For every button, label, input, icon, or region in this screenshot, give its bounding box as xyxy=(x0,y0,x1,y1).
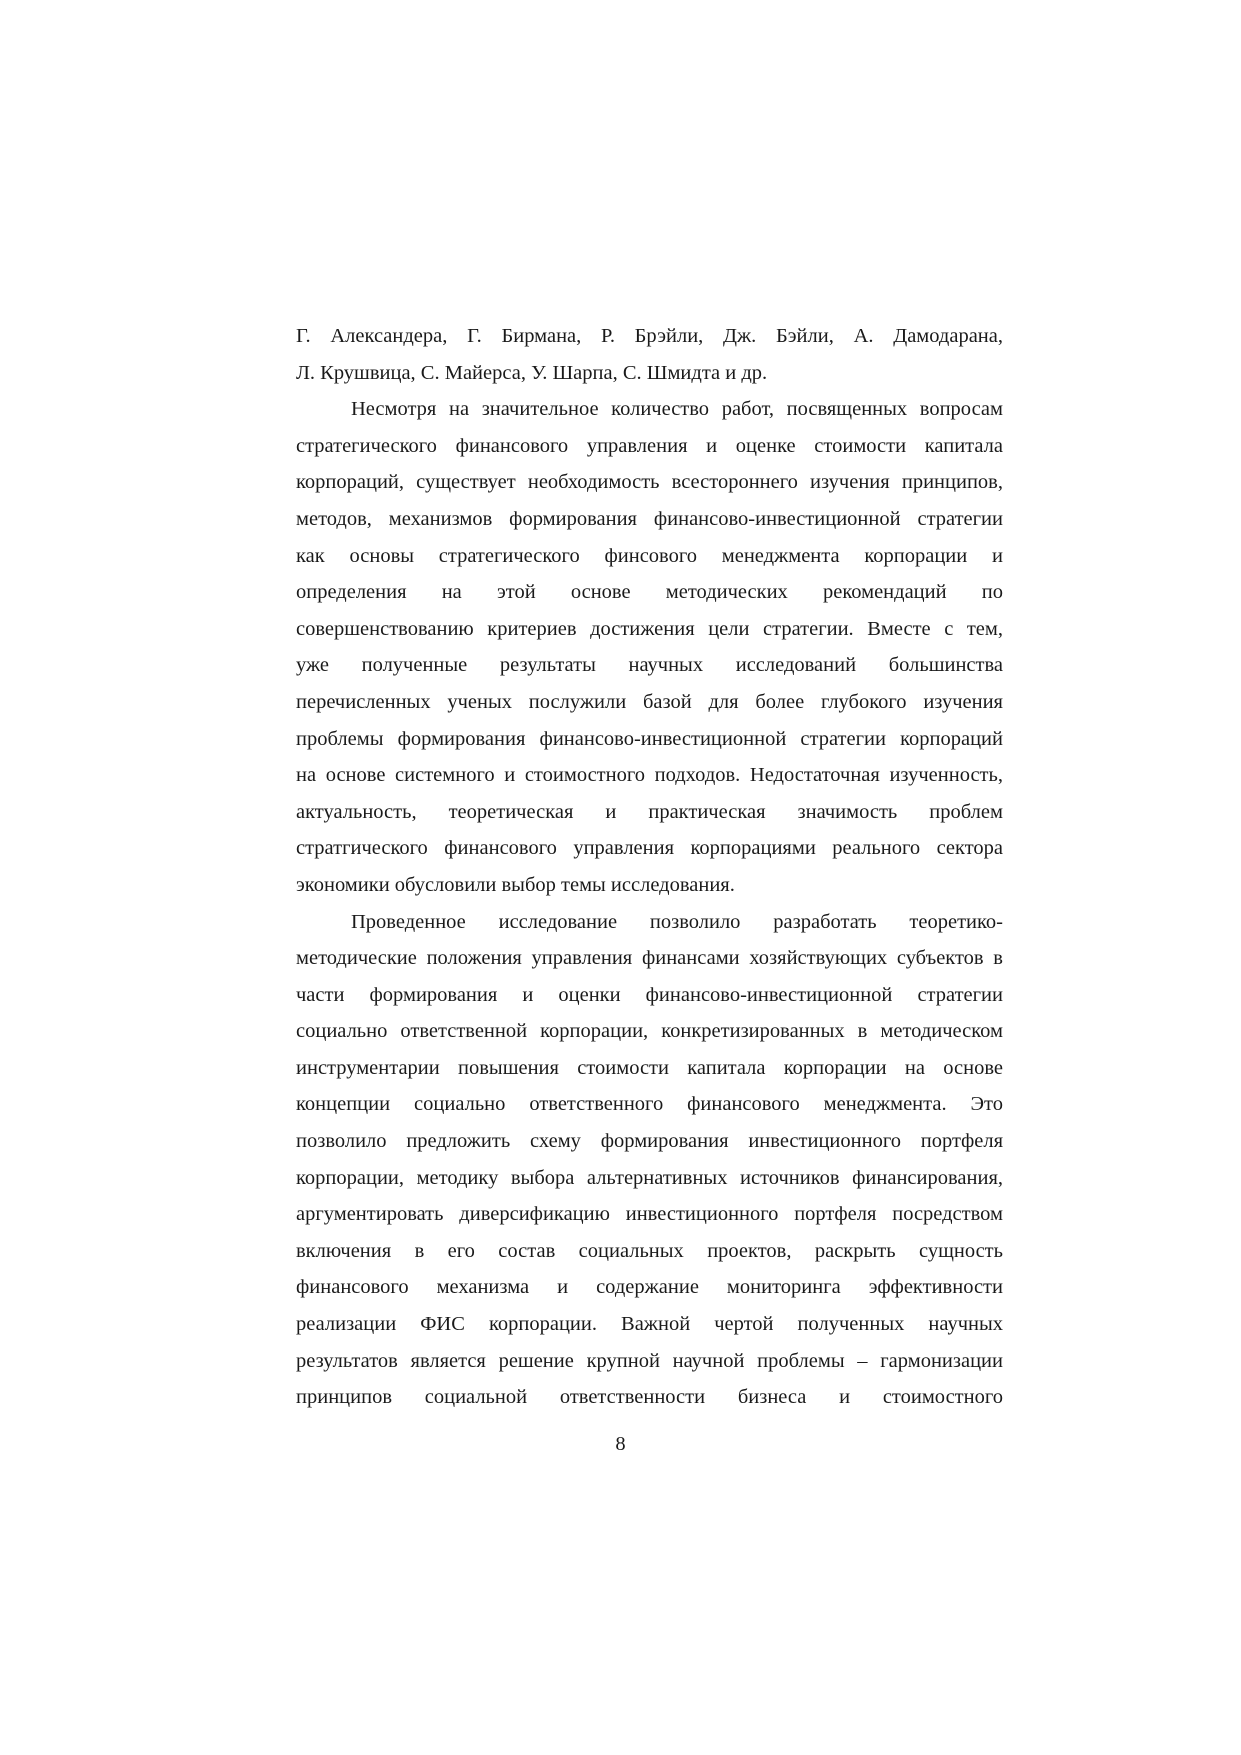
text-line: реализации ФИС корпорации. Важной чертой полученных научных xyxy=(296,1313,1003,1336)
text-line: Несмотря на значительное количество работ, посвященных вопросам xyxy=(351,398,1003,421)
text-line: Г. Александера, Г. Бирмана, Р. Брэйли, Дж. Бэйли, А. Дамодарана, xyxy=(296,325,1003,347)
text-line: аргументировать диверсификацию инвестиционного портфеля посредством xyxy=(296,1203,1003,1226)
text-line: части формирования и оценки финансово-инвестиционной стратегии xyxy=(296,983,1003,1006)
text-line: финансового механизма и содержание мониторинга эффективности xyxy=(296,1276,1003,1299)
text-line: Проведенное исследование позволило разработать теоретико- xyxy=(351,910,1003,933)
paragraph xyxy=(296,904,1003,1416)
text-line: определения на этой основе методических рекомендаций по xyxy=(296,581,1003,604)
text-line: концепции социально ответственного финансового менеджмента. Это xyxy=(296,1093,1003,1116)
text-line: Л. Крушвица, С. Майерса, У. Шарпа, С. Шмидта и др. xyxy=(296,361,768,384)
text-line: принципов социальной ответственности бизнеса и стоимостного xyxy=(296,1386,1003,1409)
paragraph xyxy=(296,318,1003,391)
paragraph xyxy=(296,391,1003,903)
text-line: методические положения управления финансами хозяйствующих субъектов в xyxy=(296,947,1003,970)
text-line: уже полученные результаты научных исследований большинства xyxy=(296,654,1003,677)
text-line: корпораций, существует необходимость всестороннего изучения принципов, xyxy=(296,471,1003,494)
text-line: стратегического финансового управления и оценке стоимости капитала xyxy=(296,434,1003,457)
text-line: актуальность, теоретическая и практическая значимость проблем xyxy=(296,800,1003,823)
text-line: проблемы формирования финансово-инвестиционной стратегии корпораций xyxy=(296,727,1003,750)
text-line: корпорации, методику выбора альтернативных источников финансирования, xyxy=(296,1166,1003,1189)
body-text xyxy=(296,318,1003,1416)
text-line: результатов является решение крупной научной проблемы – гармонизации xyxy=(296,1349,1003,1372)
text-line: на основе системного и стоимостного подходов. Недостаточная изученность, xyxy=(296,764,1003,787)
page-number: 8 xyxy=(615,1433,626,1455)
text-line: стратгического финансового управления корпорациями реального сектора xyxy=(296,837,1003,860)
text-line: социально ответственной корпорации, конкретизированных в методическом xyxy=(296,1020,1003,1043)
text-line: совершенствованию критериев достижения цели стратегии. Вместе с тем, xyxy=(296,617,1003,640)
text-line: инструментарии повышения стоимости капитала корпорации на основе xyxy=(296,1056,1003,1079)
text-line: экономики обусловили выбор темы исследования. xyxy=(296,873,735,896)
text-line: как основы стратегического финсового менеджмента корпорации и xyxy=(296,544,1003,567)
text-line: позволило предложить схему формирования инвестиционного портфеля xyxy=(296,1130,1003,1153)
text-line: перечисленных ученых послужили базой для более глубокого изучения xyxy=(296,690,1003,713)
text-line: методов, механизмов формирования финансово-инвестиционной стратегии xyxy=(296,507,1003,530)
text-line: включения в его состав социальных проектов, раскрыть сущность xyxy=(296,1239,1003,1262)
